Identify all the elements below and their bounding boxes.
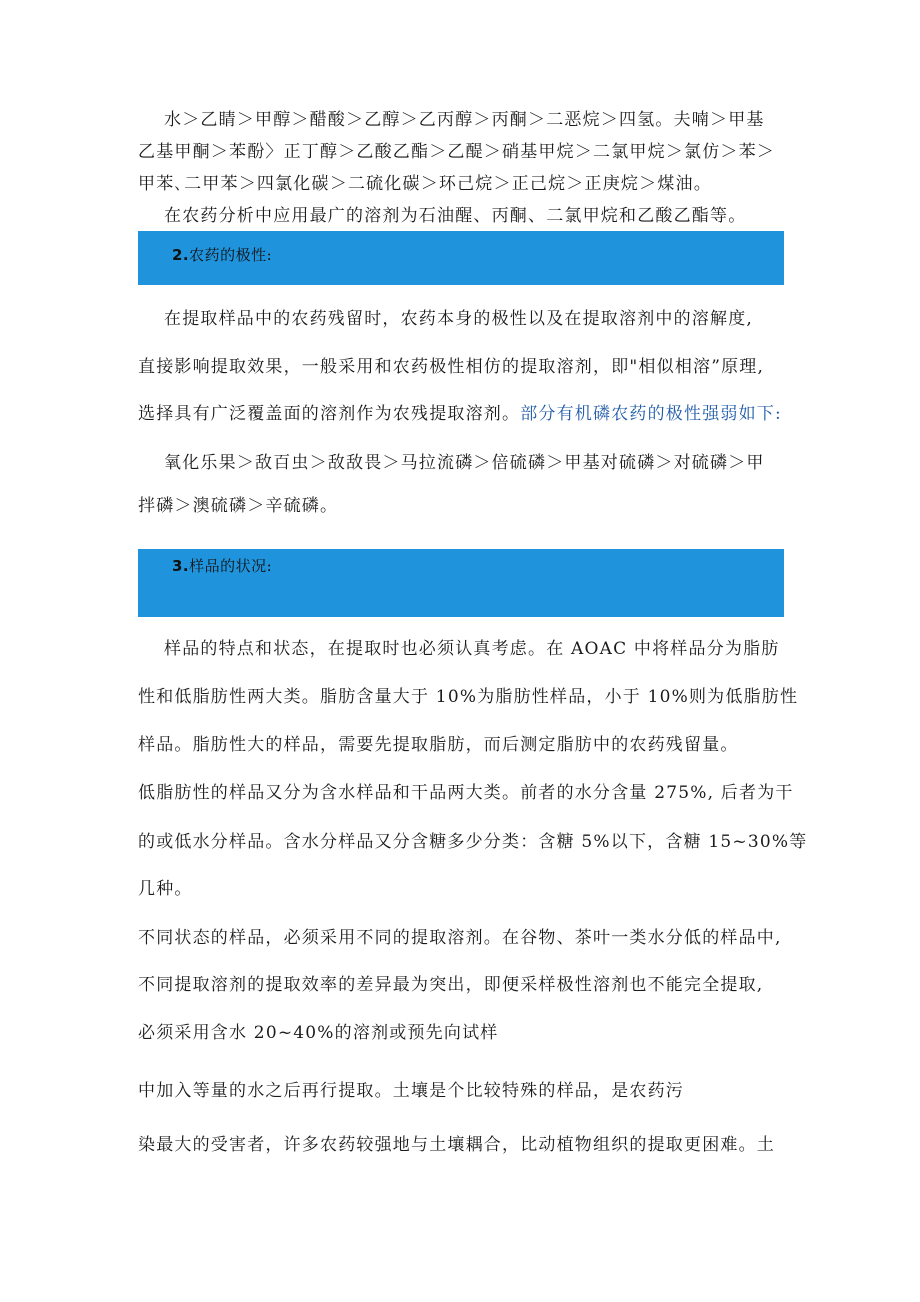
section-2-title: 农药的极性: xyxy=(189,246,273,264)
sample-status-line-3: 样品。脂肪性大的样品，需要先提取脂肪，而后测定脂肪中的农药残留量。 xyxy=(138,735,739,755)
low-fat-sample-line-3: 几种。 xyxy=(138,879,193,899)
solvent-polarity-line-3: 甲苯､二甲苯＞四氯化碳＞二硫化碳＞环己烷＞正己烷＞正庚烷＞煤油。 xyxy=(138,174,712,194)
organophosphorus-polarity-link[interactable]: 部分有机磷农药的极性强弱如下: xyxy=(520,404,782,424)
low-fat-sample-line-2: 的或低水分样品。含水分样品又分含糖多少分类：含糖 5%以下，含糖 15~30%等 xyxy=(138,832,808,852)
polarity-paragraph-line-2: 直接影响提取效果，一般采用和农药极性相仿的提取溶剂，即"相似相溶”原理, xyxy=(138,357,765,377)
different-states-line-3: 必须采用含水 20~40%的溶剂或预先向试样 xyxy=(138,1023,499,1043)
sample-status-line-1: 样品的特点和状态，在提取时也必须认真考虑。在 AOAC 中将样品分为脂肪 xyxy=(164,639,780,659)
organophosphorus-list-line-2: 拌磷＞澳硫磷＞辛硫磷。 xyxy=(138,496,339,516)
soil-sample-line-1: 中加入等量的水之后再行提取。土壤是个比较特殊的样品，是农药污 xyxy=(138,1081,684,1101)
section-3-heading xyxy=(172,556,272,576)
soil-sample-line-2: 染最大的受害者，许多农药较强地与土壤耦合，比动植物组织的提取更困难。土 xyxy=(138,1135,775,1155)
organophosphorus-list-line-1: 氧化乐果＞敌百虫＞敌敌畏＞马拉流磷＞倍硫磷＞甲基对硫磷＞对硫磷＞甲 xyxy=(164,453,765,473)
section-3-title: 样品的状况: xyxy=(189,557,273,575)
solvent-polarity-line-1: 水＞乙睛＞甲醇＞醋酸＞乙醇＞乙丙醇＞丙酮＞二恶烷＞四氢。夫喃＞甲基 xyxy=(164,110,765,130)
different-states-line-1: 不同状态的样品，必须采用不同的提取溶剂。在谷物、茶叶一类水分低的样品中, xyxy=(138,928,782,948)
section-2-number: 2. xyxy=(172,246,190,264)
solvent-polarity-line-2: 乙基甲酮＞苯酚〉正丁醇＞乙酸乙酯＞乙醍＞硝基甲烷＞二氯甲烷＞氯仿＞苯＞ xyxy=(138,142,775,162)
low-fat-sample-line-1: 低脂肪性的样品又分为含水样品和干品两大类。前者的水分含量 275%, 后者为干 xyxy=(138,783,794,803)
section-3-banner xyxy=(138,549,784,617)
different-states-line-2: 不同提取溶剂的提取效率的差异最为突出，即便采样极性溶剂也不能完全提取, xyxy=(138,975,764,995)
polarity-paragraph-text: 选择具有广泛覆盖面的溶剂作为农残提取溶剂。 xyxy=(138,404,521,424)
sample-status-line-2: 性和低脂肪性两大类。脂肪含量大于 10%为脂肪性样品，小于 10%则为低脂肪性 xyxy=(138,687,799,707)
section-3-number: 3. xyxy=(172,557,190,575)
section-2-heading xyxy=(172,245,272,265)
polarity-paragraph-line-1: 在提取样品中的农药残留时，农药本身的极性以及在提取溶剂中的溶解度, xyxy=(164,309,754,329)
common-solvents-paragraph: 在农药分析中应用最广的溶剂为石油醒、丙酮、二氯甲烷和乙酸乙酯等。 xyxy=(164,206,747,226)
polarity-paragraph-line-3 xyxy=(138,402,782,426)
section-2-banner xyxy=(138,231,784,285)
